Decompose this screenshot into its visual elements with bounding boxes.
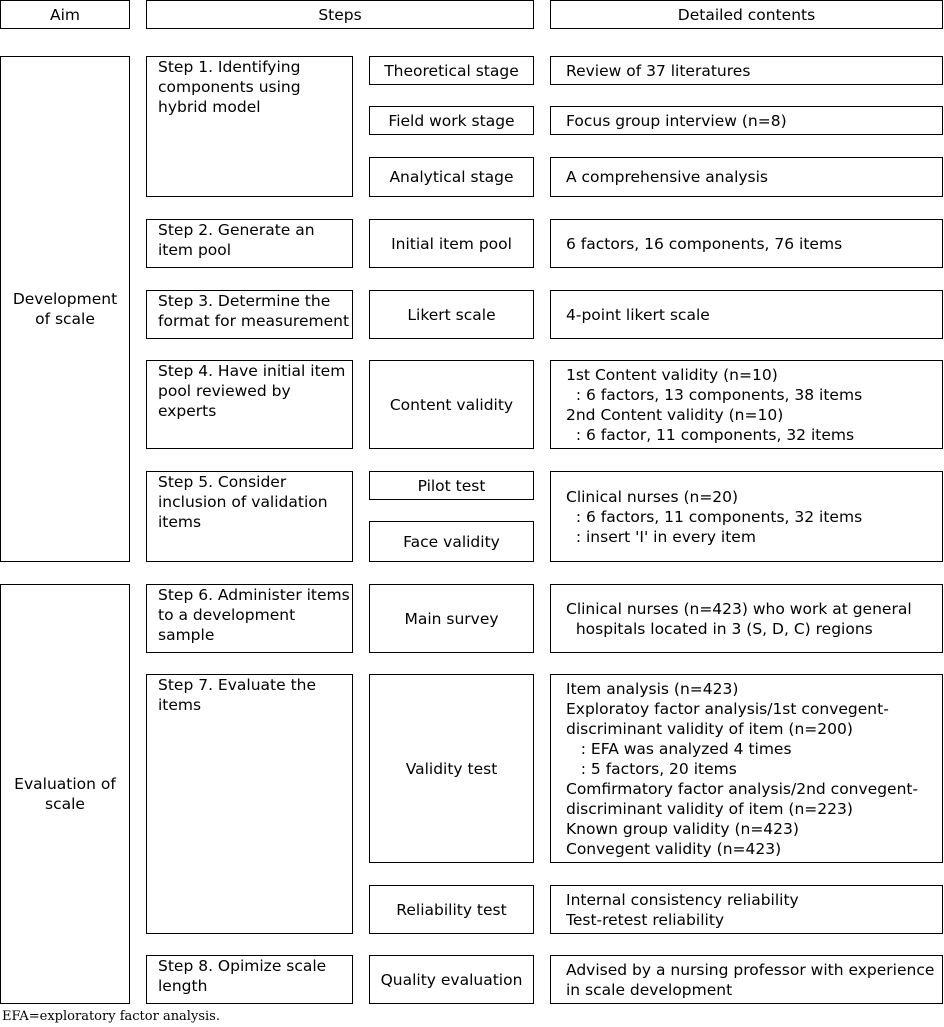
detail-line: discriminant validity of item (n=200) xyxy=(566,719,853,738)
step-7-line: items xyxy=(158,696,202,714)
stage-theoretical xyxy=(369,56,534,85)
step-5-line: inclusion of validation xyxy=(158,493,328,511)
aim-development-line: Development xyxy=(12,290,118,308)
detail-theoretical xyxy=(550,56,943,85)
detail-analytical xyxy=(550,157,943,197)
aim-development xyxy=(0,56,130,562)
detail-fieldwork-text: Focus group interview (n=8) xyxy=(566,111,787,130)
stage-likert xyxy=(369,290,534,339)
step-7-line: Step 7. Evaluate the xyxy=(158,676,317,694)
stage-validity-test xyxy=(369,674,534,863)
stage-face-validity xyxy=(369,521,534,562)
stage-main-survey-label: Main survey xyxy=(404,609,499,628)
detail-pilot-face xyxy=(550,471,943,562)
detail-line: : EFA was analyzed 4 times xyxy=(566,739,792,758)
detail-initial-pool-text: 6 factors, 16 components, 76 items xyxy=(566,234,843,253)
aim-evaluation xyxy=(0,584,130,1004)
detail-line: : 5 factors, 20 items xyxy=(566,759,737,778)
detail-fieldwork xyxy=(550,106,943,135)
aim-evaluation-line: Evaluation of xyxy=(14,775,116,793)
step-7 xyxy=(146,674,353,934)
footnote: EFA=exploratory factor analysis. xyxy=(2,1009,220,1024)
stage-reliability-test xyxy=(369,885,534,934)
detail-line: Test-retest reliability xyxy=(566,910,725,929)
stage-fieldwork xyxy=(369,106,534,135)
detail-line: discriminant validity of item (n=223) xyxy=(566,799,853,818)
detail-line: Item analysis (n=423) xyxy=(566,679,739,698)
step-5 xyxy=(146,471,353,562)
detail-line: 1st Content validity (n=10) xyxy=(566,365,778,384)
detail-line: Internal consistency reliability xyxy=(566,890,799,909)
detail-line: Convegent validity (n=423) xyxy=(566,839,782,858)
step-3-line: format for measurement xyxy=(158,312,350,330)
step-1 xyxy=(146,56,353,197)
header-details xyxy=(550,0,943,29)
step-4-line: pool reviewed by xyxy=(158,382,291,400)
stage-pilot-label: Pilot test xyxy=(417,476,486,495)
header-aim xyxy=(0,0,130,29)
stage-content-validity-label: Content validity xyxy=(389,395,514,414)
step-6-line: sample xyxy=(158,626,215,644)
stage-main-survey xyxy=(369,584,534,653)
detail-likert-text: 4-point likert scale xyxy=(566,305,710,324)
step-5-line: Step 5. Consider xyxy=(158,473,287,491)
step-6-line: to a development xyxy=(158,606,296,624)
detail-theoretical-text: Review of 37 literatures xyxy=(566,61,751,80)
stage-pilot xyxy=(369,471,534,500)
stage-content-validity xyxy=(369,360,534,449)
stage-quality-eval xyxy=(369,955,534,1004)
step-3-line: Step 3. Determine the xyxy=(158,292,331,310)
detail-line: Comfirmatory factor analysis/2nd convegent- xyxy=(566,779,919,798)
header-steps-label: Steps xyxy=(318,5,362,24)
step-4 xyxy=(146,360,353,449)
detail-line: Advised by a nursing professor with experience xyxy=(566,960,935,979)
detail-line: hospitals located in 3 (S, D, C) regions xyxy=(566,619,873,638)
detail-line: : insert 'I' in every item xyxy=(566,527,756,546)
detail-line: : 6 factors, 13 components, 38 items xyxy=(566,385,863,404)
stage-theoretical-label: Theoretical stage xyxy=(384,61,519,80)
header-steps xyxy=(146,0,534,29)
step-2-line: Step 2. Generate an xyxy=(158,221,315,239)
stage-analytical-label: Analytical stage xyxy=(389,168,514,186)
stage-quality-eval-label: Quality evaluation xyxy=(380,970,523,989)
step-4-line: Step 4. Have initial item xyxy=(158,362,346,380)
detail-likert xyxy=(550,290,943,339)
stage-face-validity-label: Face validity xyxy=(403,532,500,551)
detail-content-validity xyxy=(550,360,943,449)
stage-reliability-test-label: Reliability test xyxy=(396,900,507,919)
step-6-line: Step 6. Administer items xyxy=(158,586,350,604)
stage-validity-test-label: Validity test xyxy=(405,759,498,778)
detail-validity-test xyxy=(550,674,943,863)
step-3 xyxy=(146,290,353,339)
detail-line: Exploratoy factor analysis/1st convegent- xyxy=(566,699,889,718)
header-aim-label: Aim xyxy=(49,5,80,24)
step-5-line: items xyxy=(158,513,202,531)
step-8-line: length xyxy=(158,977,208,995)
stage-initial-pool-label: Initial item pool xyxy=(391,234,512,253)
step-1-line: components using xyxy=(158,78,301,96)
step-2 xyxy=(146,219,353,268)
detail-reliability-test xyxy=(550,885,943,934)
detail-line: in scale development xyxy=(566,980,733,999)
detail-initial-pool xyxy=(550,219,943,268)
step-8-line: Step 8. Opimize scale xyxy=(158,957,327,975)
step-6 xyxy=(146,584,353,653)
step-2-line: item pool xyxy=(158,241,232,259)
detail-main-survey xyxy=(550,584,943,653)
step-1-line: Step 1. Identifying xyxy=(158,58,301,76)
step-8 xyxy=(146,955,353,1004)
aim-evaluation-line: scale xyxy=(45,795,85,813)
detail-line: Known group validity (n=423) xyxy=(566,819,799,838)
header-details-label: Detailed contents xyxy=(677,5,816,24)
detail-line: : 6 factors, 11 components, 32 items xyxy=(566,507,863,526)
detail-quality-eval xyxy=(550,955,943,1004)
stage-fieldwork-label: Field work stage xyxy=(388,111,515,130)
stage-analytical xyxy=(369,157,534,197)
detail-line: Clinical nurses (n=20) xyxy=(566,487,739,506)
detail-line: : 6 factor, 11 components, 32 items xyxy=(566,425,855,444)
step-4-line: experts xyxy=(158,402,217,420)
detail-line: Clinical nurses (n=423) who work at general xyxy=(566,599,912,618)
step-1-line: hybrid model xyxy=(158,98,261,116)
stage-initial-pool xyxy=(369,219,534,268)
detail-line: 2nd Content validity (n=10) xyxy=(566,405,784,424)
stage-likert-label: Likert scale xyxy=(407,305,496,324)
detail-analytical-text: A comprehensive analysis xyxy=(566,168,768,186)
aim-development-line: of scale xyxy=(35,310,95,328)
